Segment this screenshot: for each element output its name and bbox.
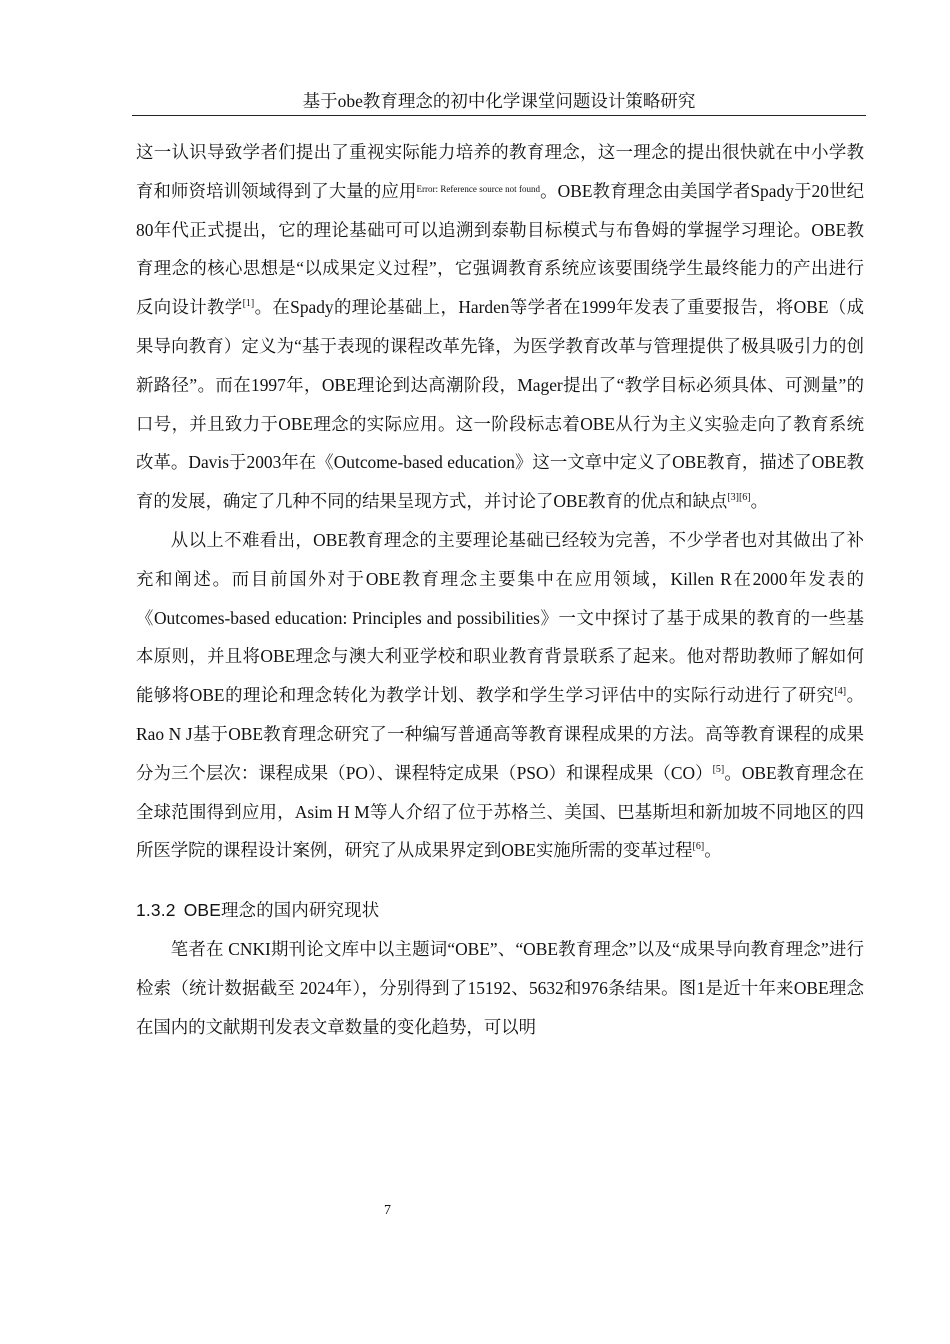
page-header: 基于obe教育理念的初中化学课堂问题设计策略研究 (302, 91, 696, 111)
paragraph-2-text: 。Rao N J基于OBE教育理念研究了一种编写普通高等教育课程成果的方法。高等教育课程的成果分为三个层次：课程成果（PO）、课程特定成果（PSO）和课程成果（CO） (136, 685, 864, 783)
paragraph-1-text: 。在Spady的理论基础上，Harden等学者在1999年发表了重要报告，将OBE（成果导向教育）定义为“基于表现的课程改革先锋，为医学教育改革与管理提供了极具吸引力的创新路径”。而在1997年，OBE理论到达高潮阶段，Mager提出了“教学目标必须具体、可测量”的口号，并且致力于OBE理念的实际应用。这一阶段标志着OBE从行为主义实验走向了教育系统改革。Davis于2003年在《Outcome-based education》这一文章中定义了OBE教育，描述了OBE教育的发展，确定了几种不同的结果呈现方式，并讨论了OBE教育的优点和缺点 (136, 297, 864, 512)
paragraph-2 (136, 521, 864, 870)
citation-ref: [4] (834, 686, 847, 698)
header-rule (132, 115, 866, 116)
paragraph-2-text: 。OBE教育理念在全球范围得到应用，Asim H M等人介绍了位于苏格兰、美国、巴基斯坦和新加坡不同地区的四所医学院的课程设计案例，研究了从成果界定到OBE实施所需的变革过程 (136, 762, 864, 861)
citation-ref: [3][6] (727, 492, 751, 504)
paragraph-2-text: 。 (704, 840, 722, 861)
reference-error-note: Error: Reference source not found (416, 183, 541, 194)
section-title: OBE理念的国内研究现状 (183, 900, 380, 921)
citation-ref: [5] (712, 763, 725, 775)
citation-ref: [1] (242, 298, 255, 310)
section-number: 1.3.2 (136, 900, 176, 921)
paragraph-1-text: 这一认识导致学者们提出了重视实际能力培养的教育理念，这一理念的提出很快就在中小学教育和师资培训领域得到了大量的应用 (136, 142, 864, 201)
paragraph-1-text: 。OBE教育理念由美国学者Spady于20世纪80年代正式提出，它的理论基础可可以追溯到泰勒目标模式与布鲁姆的掌握学习理论。OBE教育理念的核心思想是“以成果定义过程”，它强调教育系统应该要围绕学生最终能力的产出进行反向设计教学 (136, 180, 864, 318)
section-heading (136, 890, 864, 930)
page-number: 7 (384, 1203, 391, 1218)
paragraph-2-text: 从以上不难看出，OBE教育理念的主要理论基础已经较为完善，不少学者也对其做出了补充和阐述。而目前国外对于OBE教育理念主要集中在应用领域，Killen R在2000年发表的《Outcomes-based education: Principles and possibilities》一文中探讨了基于成果的教育的一些基本原则，并且将OBE理念与澳大利亚学校和职业教育背景联系了起来。他对帮助教师了解如何能够将OBE的理论和理念转化为教学计划、教学和学生学习评估中的实际行动进行了研究 (136, 529, 864, 706)
paragraph-1-text: 。 (750, 491, 769, 512)
paragraph-3: 笔者在 CNKI期刊论文库中以主题词“OBE”、“OBE教育理念”以及“成果导向教育理念”进行检索（统计数据截至 2024年），分别得到了15192、5632和976条结果。图1是近十年来OBE理念在国内的文献期刊发表文章数量的变化趋势，可以明 (136, 939, 864, 1037)
body-text (136, 133, 864, 1047)
paragraph-1 (136, 133, 864, 521)
citation-ref: [6] (692, 841, 705, 853)
